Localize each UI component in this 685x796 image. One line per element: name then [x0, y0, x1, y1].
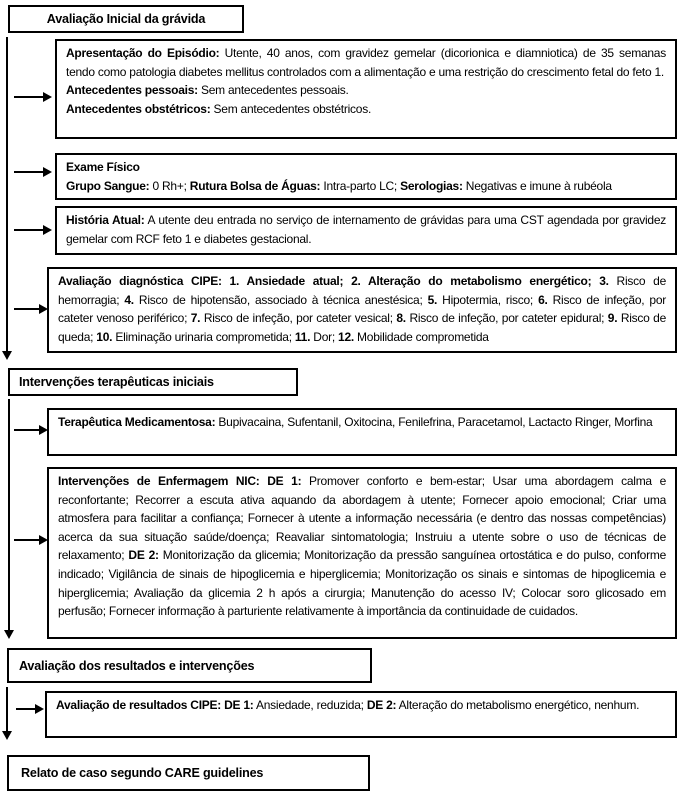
right-arrow-connector-cipe-results	[16, 708, 36, 710]
right-arrow-connector-current-history	[14, 229, 44, 231]
text-paragraph: Exame Físico	[66, 160, 140, 174]
stage-label-initial-assessment: Avaliação Inicial da grávida	[46, 12, 206, 26]
text-paragraph: Avaliação diagnóstica CIPE: 1. Ansiedade atual; 2. Alteração do metabolismo energético; 3. Risco de hemorragia; 4. Risco de hipotensão, associado à técnica anestésica; 5. Hipotermia, risco; 6. Risco de infeção, por cateter venoso periférico; 7. Risco de infeção, por cateter vesical; 8. Risco de infeção, por cateter epidural; 9. Risco de queda; 10. Eliminação urinaria comprometida; 11. Dor; 12. Mobilidade comprometida	[58, 274, 667, 344]
stage-box-initial-assessment	[8, 5, 244, 33]
stage-label-results-assessment: Avaliação dos resultados e intervenções	[19, 658, 255, 673]
drug-therapy-box	[47, 408, 677, 456]
cipe-diagnosis-box	[47, 267, 677, 353]
text-paragraph: Antecedentes obstétricos: Sem antecedentes obstétricos.	[66, 101, 372, 116]
right-arrow-connector-physical-exam	[14, 171, 44, 173]
right-arrow-connector-cipe-diagnosis	[14, 308, 40, 310]
nic-interventions-box	[47, 467, 677, 639]
episode-presentation-box	[55, 39, 677, 139]
right-arrow-connector-drug-therapy	[14, 429, 40, 431]
down-arrow-connector-section3	[6, 687, 8, 732]
stage-box-results-assessment	[7, 648, 372, 683]
current-history-box	[55, 206, 677, 255]
stage-label-care-report: Relato de caso segundo CARE guidelines	[21, 766, 264, 780]
text-paragraph: Grupo Sangue: 0 Rh+; Rutura Bolsa de Águas: Intra-parto LC; Serologias: Negativas e imune à rubéola	[66, 178, 612, 193]
text-paragraph: Antecedentes pessoais: Sem antecedentes pessoais.	[66, 83, 349, 98]
down-arrow-connector-section2	[8, 399, 10, 631]
text-paragraph: Apresentação do Episódio: Utente, 40 anos, com gravidez gemelar (dicorionica e diamniotica) de 35 semanas tendo como patologia diabetes mellitus controlados com a alimentação e uma restrição do crescimento fetal do feto 1.	[66, 46, 666, 79]
text-paragraph: Intervenções de Enfermagem NIC: DE 1: Promover conforto e bem-estar; Usar uma abordagem calma e reconfortante; Recorrer a escuta ativa aquando da abordagem à utente; Fornecer apoio emocional; Criar uma atmosfera para facilitar a confiança; Fornecer à utente a informação necessária (e dentro das nossas competências) acerca da sua situação saúde/doença; Reavaliar sintomatologia; Instruiu a utente sobre o uso de técnicas de relaxamento; DE 2: Monitorização da glicemia; Monitorização da pressão sanguínea ortostática e do pulso, conforme indicado; Vigilância de sinais de hipoglicemia e hiperglicemia; Monitorização os sinais e sintomas de hipoglicemia e hiperglicemia; Avaliação da glicemia 2 h após a cirurgia; Manutenção do acesso IV; Colocar soro glicosado em perfusão; Fornecer informação à parturiente relativamente à importância da continuidade de cuidados.	[58, 474, 666, 619]
text-paragraph: Avaliação de resultados CIPE: DE 1: Ansiedade, reduzida; DE 2: Alteração do metabolismo energético, nenhum.	[56, 698, 640, 712]
text-paragraph: Terapêutica Medicamentosa: Bupivacaina, Sufentanil, Oxitocina, Fenilefrina, Paracetamol, Lactacto Ringer, Morfina	[58, 415, 653, 429]
down-arrow-connector-section1	[6, 37, 8, 352]
right-arrow-connector-nic-interventions	[14, 539, 40, 541]
stage-box-initial-interventions	[8, 368, 298, 396]
stage-label-initial-interventions: Intervenções terapêuticas iniciais	[19, 375, 214, 389]
stage-box-care-report	[7, 755, 370, 791]
text-paragraph: História Atual: A utente deu entrada no serviço de internamento de grávidas para uma CST agendada por gravidez gemelar com RCF feto 1 e diabetes gestacional.	[66, 213, 667, 246]
physical-exam-box	[55, 153, 677, 200]
cipe-results-box	[45, 691, 677, 738]
right-arrow-connector-episode	[14, 96, 44, 98]
